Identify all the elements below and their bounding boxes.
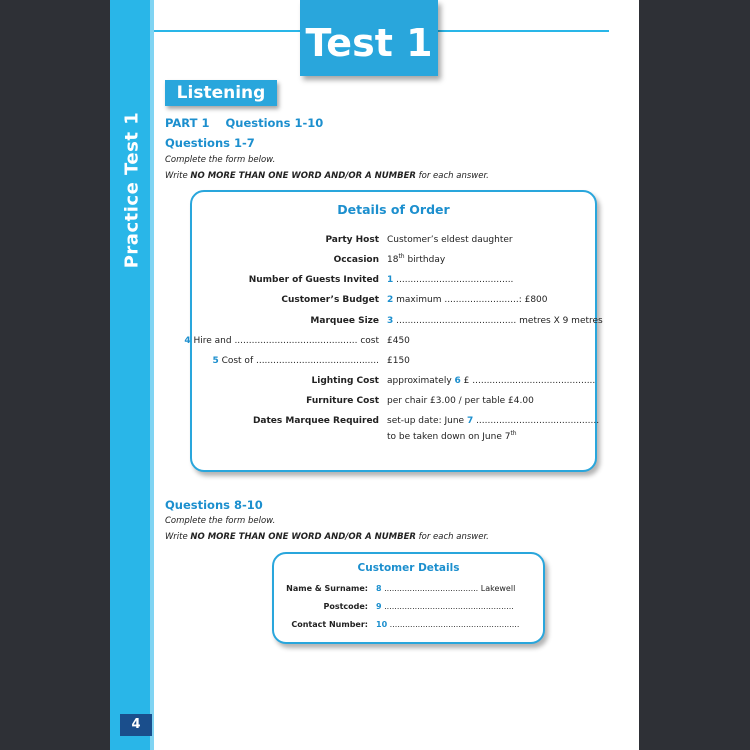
field-value: 18th birthday (387, 253, 446, 265)
answer-blank-8[interactable]: 8 ..................................... Lakewell (376, 584, 516, 593)
instruction-line: Write NO MORE THAN ONE WORD AND/OR A NUMBER for each answer. (165, 171, 489, 181)
form-title: Details of Order (337, 202, 450, 217)
questions-1-7-heading: Questions 1-7 (165, 136, 255, 150)
answer-blank-1[interactable]: 1 ......................................... (387, 275, 514, 285)
field-value: Customer’s eldest daughter (387, 235, 513, 245)
field-value: per chair £3.00 / per table £4.00 (387, 396, 534, 406)
answer-blank-5[interactable]: 5 Cost of ........................................... (212, 356, 379, 366)
field-label: Furniture Cost (306, 396, 379, 406)
field-label: Customer’s Budget (281, 295, 379, 305)
form-title: Customer Details (357, 562, 460, 574)
instruction-line: Write NO MORE THAN ONE WORD AND/OR A NUMBER for each answer. (165, 532, 489, 542)
answer-blank-10[interactable]: 10 ................................................... (376, 620, 520, 629)
field-label: Marquee Size (310, 316, 379, 326)
side-title: Practice Test 1 (121, 111, 143, 269)
field-label: Name & Surname: (286, 584, 368, 593)
field-value: to be taken down on June 7th (387, 430, 517, 442)
field-value: £150 (387, 356, 410, 366)
answer-blank-7[interactable]: set-up date: June 7 ........................................... (387, 416, 600, 426)
instruction-line: Complete the form below. (165, 516, 276, 526)
field-label: Party Host (325, 235, 379, 245)
order-details-form (184, 190, 603, 472)
field-label: Contact Number: (291, 620, 368, 629)
field-label: Occasion (333, 255, 379, 265)
field-label: Lighting Cost (311, 376, 379, 386)
book-page (110, 0, 639, 750)
answer-blank-4[interactable]: 4 Hire and ........................................... cost (184, 336, 379, 346)
field-value: £450 (387, 336, 410, 346)
answer-blank-2[interactable]: 2 maximum ..........................: £800 (387, 295, 548, 305)
answer-blank-3[interactable]: 3 .......................................... metres X 9 metres (387, 316, 603, 326)
questions-8-10-heading: Questions 8-10 (165, 498, 263, 512)
test-title: Test 1 (300, 0, 438, 76)
field-label: Postcode: (323, 602, 368, 611)
page-number: 4 (120, 714, 152, 736)
part-heading: PART 1 Questions 1-10 (165, 116, 324, 130)
instruction-line: Complete the form below. (165, 155, 276, 165)
field-label: Number of Guests Invited (248, 275, 379, 285)
field-label: Dates Marquee Required (252, 416, 379, 426)
section-label: Listening (165, 80, 277, 106)
answer-blank-6[interactable]: approximately 6 £ ........................................... (387, 376, 596, 386)
answer-blank-9[interactable]: 9 ................................................... (376, 602, 514, 611)
customer-details-form (272, 552, 545, 644)
